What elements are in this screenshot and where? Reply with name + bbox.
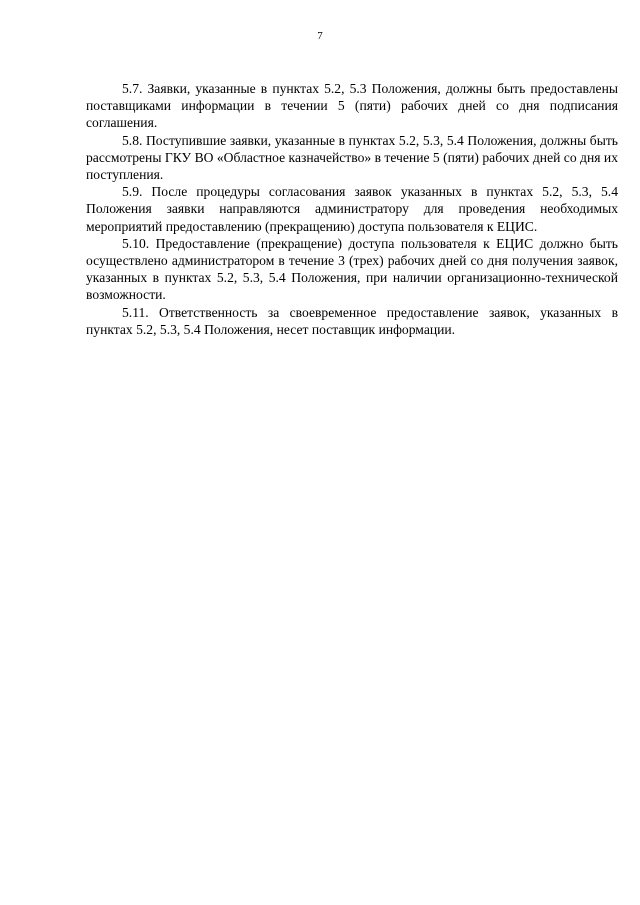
- paragraph-5-7: 5.7. Заявки, указанные в пунктах 5.2, 5.3 Положения, должны быть предоставлены поставщиками информации в течении 5 (пяти) рабочих дней со дня подписания соглашения.: [86, 81, 618, 131]
- paragraph-5-11: 5.11. Ответственность за своевременное предоставление заявок, указанных в пунктах 5.2, 5.3, 5.4 Положения, несет поставщик информации.: [86, 304, 618, 337]
- document-body: [86, 80, 618, 338]
- page-number: 7: [317, 30, 323, 42]
- paragraph-5-9: 5.9. После процедуры согласования заявок указанных в пунктах 5.2, 5.3, 5.4 Положения заявки направляются администратору для проведения необходимых мероприятий предоставлению (прекращению) доступа пользователя к ЕЦИС.: [86, 184, 618, 234]
- paragraph-5-10: 5.10. Предоставление (прекращение) доступа пользователя к ЕЦИС должно быть осуществлено администратором в течение 3 (трех) рабочих дней со дня получения заявок, указанных в пунктах 5.2, 5.3, 5.4 Положения, при наличии организационно-технической возможности.: [86, 235, 618, 303]
- paragraph-5-8: 5.8. Поступившие заявки, указанные в пунктах 5.2, 5.3, 5.4 Положения, должны быть рассмотрены ГКУ ВО «Областное казначейство» в течение 5 (пяти) рабочих дней со дня их поступления.: [86, 132, 618, 183]
